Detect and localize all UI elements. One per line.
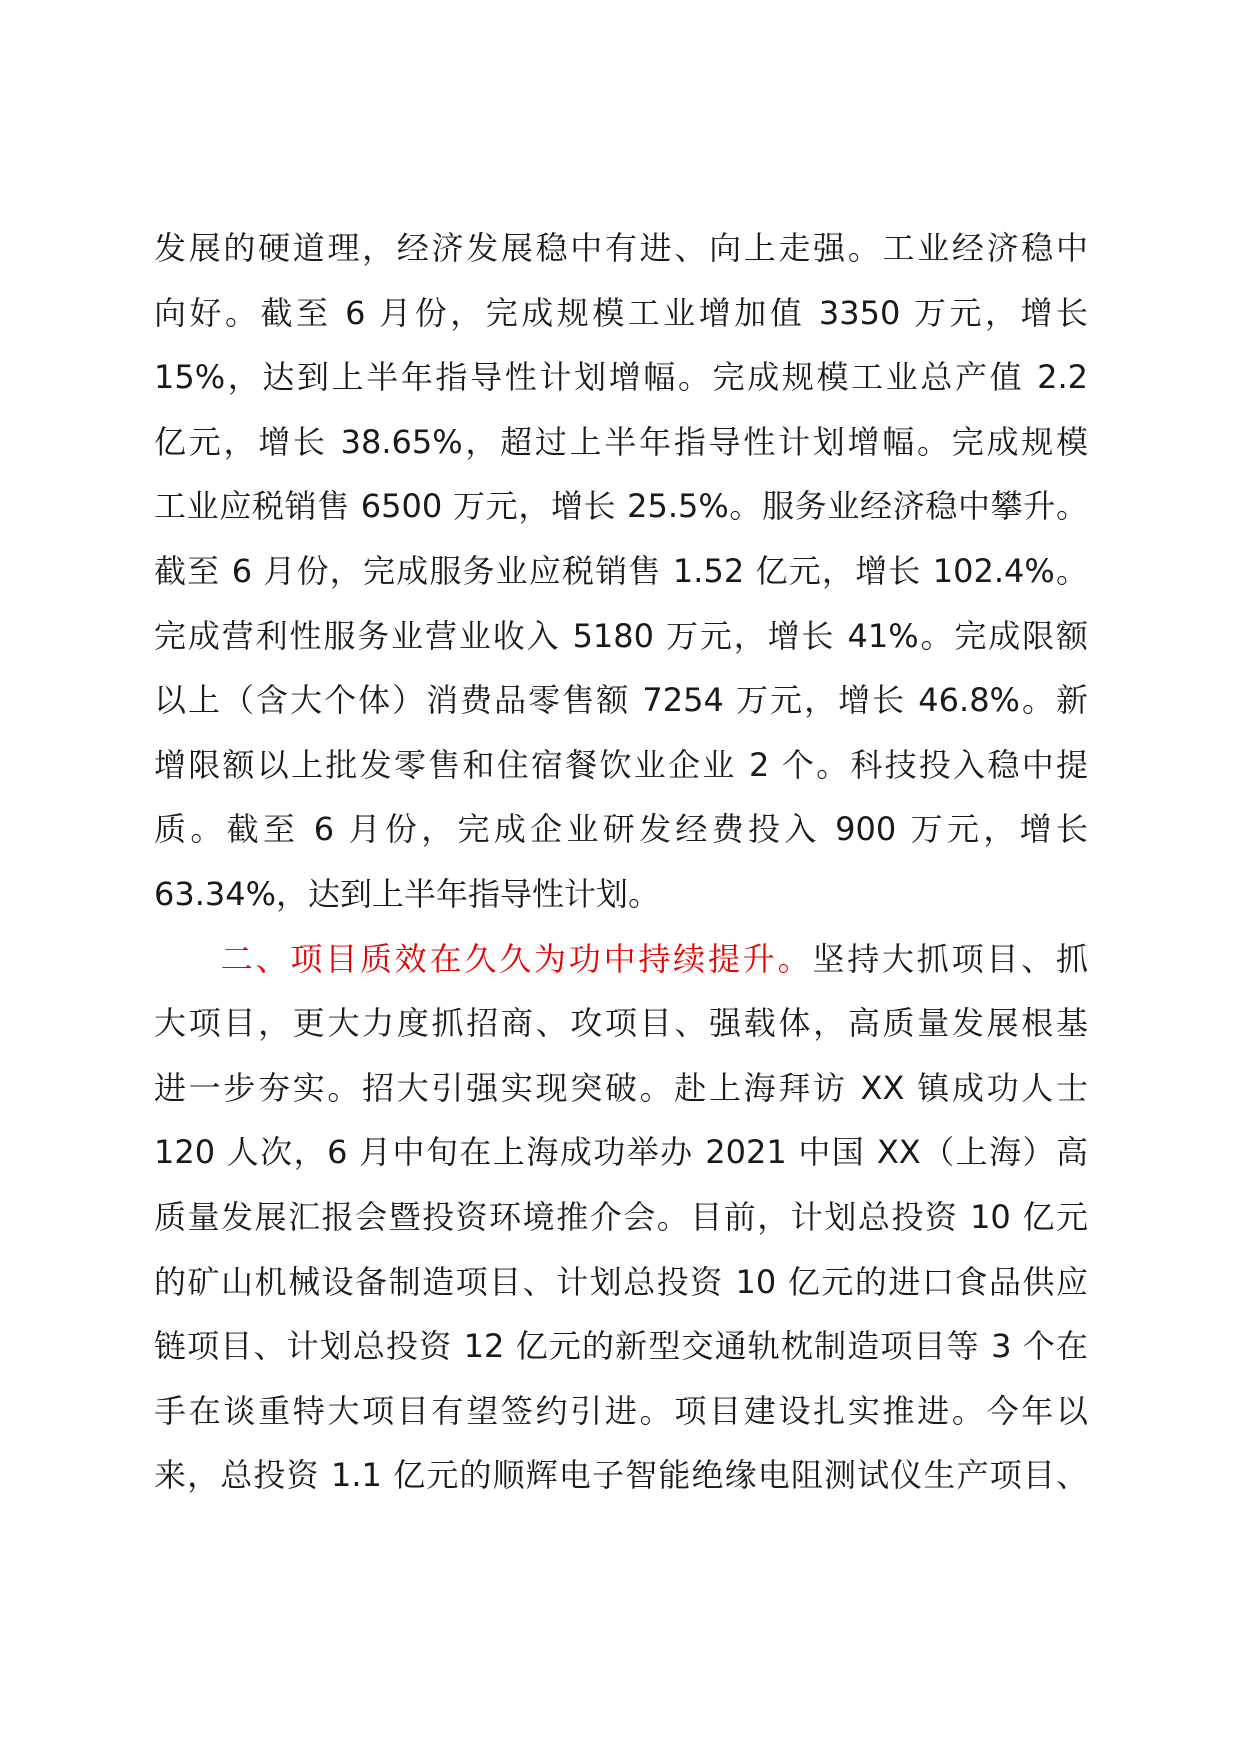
paragraph-1-line: 完成营利性服务业营业收入 5180 万元，增长 41%。完成限额 [154, 616, 1088, 655]
paragraph-2-line: 手在谈重特大项目有望签约引进。项目建设扎实推进。今年以 [154, 1391, 1088, 1430]
paragraph-1-line: 以上（含大个体）消费品零售额 7254 万元，增长 46.8%。新 [154, 681, 1088, 720]
paragraph-2-line: 120 人次，6 月中旬在上海成功举办 2021 中国 XX（上海）高 [154, 1133, 1088, 1172]
paragraph-2-line: 的矿山机械设备制造项目、计划总投资 10 亿元的进口食品供应 [154, 1262, 1088, 1301]
paragraph-2-line-rest: 坚持大抓项目、抓 [812, 939, 1088, 978]
paragraph-2-first-line [154, 927, 1088, 992]
paragraph-2-line: 质量发展汇报会暨投资环境推介会。目前，计划总投资 10 亿元 [154, 1197, 1088, 1236]
paragraph-1-line: 增限额以上批发零售和住宿餐饮业企业 2 个。科技投入稳中提 [154, 745, 1088, 784]
paragraph-2-line: 来，总投资 1.1 亿元的顺辉电子智能绝缘电阻测试仪生产项目、 [154, 1456, 1088, 1495]
paragraph-1-line: 向好。截至 6 月份，完成规模工业增加值 3350 万元，增长 [154, 293, 1088, 332]
paragraph-1-line: 工业应税销售 6500 万元，增长 25.5%。服务业经济稳中攀升。 [154, 487, 1088, 526]
section-heading: 二、项目质效在久久为功中持续提升。 [218, 939, 813, 978]
paragraph-1-line: 63.34%，达到上半年指导性计划。 [154, 874, 661, 913]
paragraph-2-line: 链项目、计划总投资 12 亿元的新型交通轨枕制造项目等 3 个在 [154, 1327, 1088, 1366]
paragraph-1-line: 质。截至 6 月份，完成企业研发经费投入 900 万元，增长 [154, 810, 1088, 849]
paragraph-2-line: 进一步夯实。招大引强实现突破。赴上海拜访 XX 镇成功人士 [154, 1068, 1088, 1107]
paragraph-1-line: 发展的硬道理，经济发展稳中有进、向上走强。工业经济稳中 [154, 229, 1088, 267]
body-text [154, 216, 1088, 1508]
paragraph-1-line: 15%，达到上半年指导性计划增幅。完成规模工业总产值 2.2 [154, 358, 1088, 397]
paragraph-2-line: 大项目，更大力度抓招商、攻项目、强载体，高质量发展根基 [154, 1004, 1088, 1043]
paragraph-1-line: 亿元，增长 38.65%，超过上半年指导性计划增幅。完成规模 [154, 422, 1088, 461]
paragraph-1-line: 截至 6 月份，完成服务业应税销售 1.52 亿元，增长 102.4%。 [154, 551, 1088, 590]
